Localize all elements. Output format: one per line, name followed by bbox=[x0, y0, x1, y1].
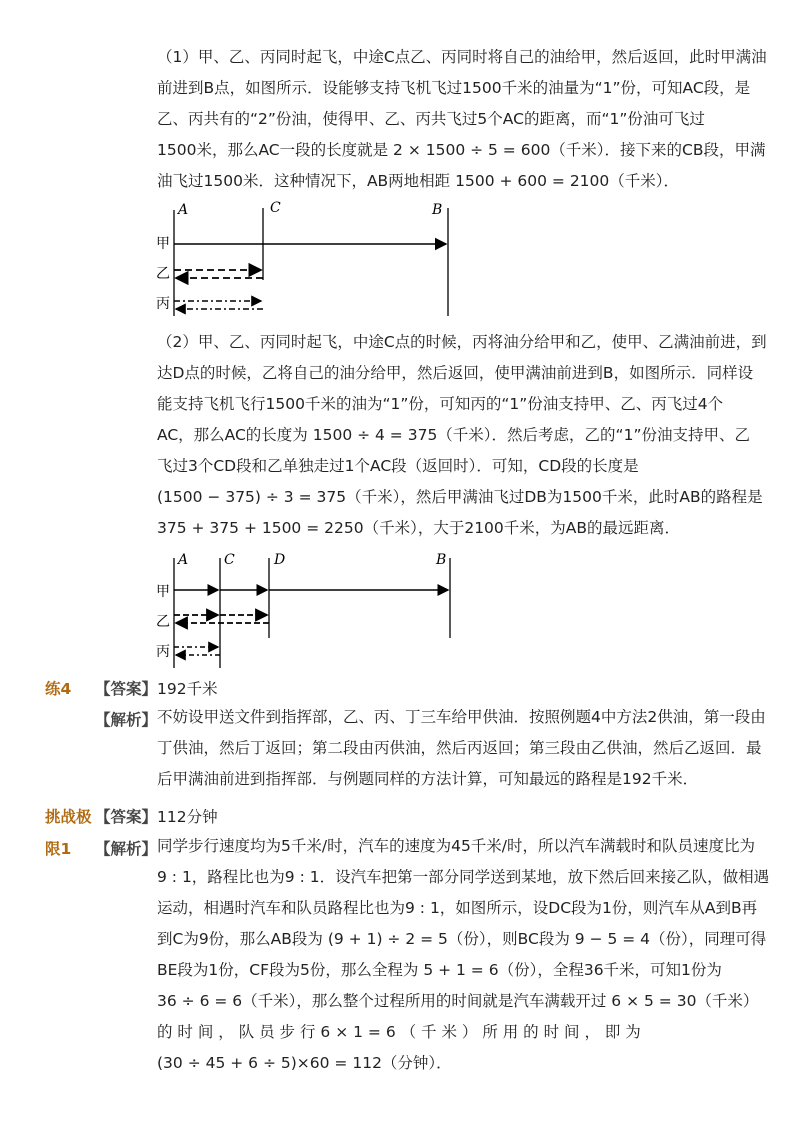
row-yi-label: 乙 bbox=[156, 266, 170, 282]
part2-line: AC，那么AC的长度为 1500 ÷ 4 = 375（千米）．然后考虑，乙的“1”份油支持甲、乙 bbox=[157, 426, 750, 444]
part2-line: （2）甲、乙、丙同时起飞，中途C点的时候，丙将油分给甲和乙，使甲、乙满油前进，到 bbox=[157, 333, 767, 351]
point-a-label: A bbox=[178, 552, 189, 568]
point-c-label: C bbox=[224, 552, 235, 568]
part2-line: 375 + 375 + 1500 = 2250（千米），大于2100千米，为AB的最远距离． bbox=[157, 519, 681, 537]
row-bing-label: 丙 bbox=[156, 296, 170, 312]
diagram-2 bbox=[150, 548, 470, 670]
part1-line: 油飞过1500米．这种情况下，AB两地相距 1500 + 600 = 2100（千米）． bbox=[157, 172, 680, 190]
analysis-line: 的 时 间 ， 队 员 步 行 6 × 1 = 6 （ 千 米 ） 所 用 的 时 间 ， 即 为 bbox=[157, 1023, 641, 1041]
part2-line: 飞过3个CD段和乙单独走过1个AC段（返回时）．可知，CD段的长度是 bbox=[157, 457, 639, 475]
challenge-label-line1: 挑战极 bbox=[45, 808, 92, 826]
point-d-label: D bbox=[274, 552, 286, 568]
analysis-line: 到C为9份，那么AB段为 (9 + 1) ÷ 2 = 5（份），则BC段为 9 − 5 = 4（份），同理可得 bbox=[157, 930, 767, 948]
diagram-1 bbox=[150, 198, 470, 323]
challenge-analysis bbox=[157, 831, 770, 1079]
challenge-answer: 112分钟 bbox=[157, 808, 218, 826]
analysis-line: 后甲满油前进到指挥部．与例题同样的方法计算，可知最远的路程是192千米． bbox=[157, 770, 699, 788]
challenge-analysis-tag: 【解析】 bbox=[95, 840, 158, 858]
challenge-label-line2: 限1 bbox=[45, 840, 72, 858]
part2-line: 达D点的时候，乙将自己的油分给甲，然后返回，使甲满油前进到B，如图所示．同样设 bbox=[157, 364, 754, 382]
point-b-label: B bbox=[432, 202, 443, 218]
part2-line: 能支持飞机飞行1500千米的油为“1”份，可知丙的“1”份油支持甲、乙、丙飞过4个 bbox=[157, 395, 724, 413]
part1-line: 前进到B点，如图所示．设能够支持飞机飞过1500千米的油量为“1”份，可知AC段，是 bbox=[157, 79, 751, 97]
part2-paragraph bbox=[157, 327, 767, 544]
part1-paragraph bbox=[157, 42, 767, 197]
row-yi-label: 乙 bbox=[156, 614, 170, 630]
part2-line: (1500 − 375) ÷ 3 = 375（千米），然后甲满油飞过DB为1500千米，此时AB的路程是 bbox=[157, 488, 763, 506]
part1-line: 1500米，那么AC一段的长度就是 2 × 1500 ÷ 5 = 600（千米）．接下来的CB段，甲满 bbox=[157, 141, 766, 159]
row-jia-label: 甲 bbox=[156, 236, 170, 252]
practice-4-analysis-tag: 【解析】 bbox=[95, 711, 158, 729]
challenge-answer-tag: 【答案】 bbox=[95, 808, 158, 826]
analysis-line: 运动，相遇时汽车和队员路程比也为9 : 1，如图所示，设DC段为1份，则汽车从A到B再 bbox=[157, 899, 758, 917]
point-b-label: B bbox=[436, 552, 447, 568]
analysis-line: BE段为1份，CF段为5份，那么全程为 5 + 1 = 6（份），全程36千米，可知1份为 bbox=[157, 961, 722, 979]
analysis-line: 丁供油，然后丁返回；第二段由丙供油，然后丙返回；第三段由乙供油，然后乙返回．最 bbox=[157, 739, 762, 757]
analysis-line: 9 : 1，路程比也为9 : 1．设汽车把第一部分同学送到某地，放下然后回来接乙队，做相遇 bbox=[157, 868, 770, 886]
point-a-label: A bbox=[178, 202, 189, 218]
practice-4-label: 练4 bbox=[45, 680, 72, 698]
row-bing-label: 丙 bbox=[156, 644, 170, 660]
part1-line: （1）甲、乙、丙同时起飞，中途C点乙、丙同时将自己的油给甲，然后返回，此时甲满油 bbox=[157, 48, 767, 66]
analysis-line: 36 ÷ 6 = 6（千米），那么整个过程所用的时间就是汽车满载开过 6 × 5 = 30（千米） bbox=[157, 992, 759, 1010]
practice-4-answer: 192千米 bbox=[157, 680, 218, 698]
row-jia-label: 甲 bbox=[156, 584, 170, 600]
practice-4-analysis bbox=[157, 702, 766, 795]
part1-line: 乙、丙共有的“2”份油，使得甲、乙、丙共飞过5个AC的距离，而“1”份油可飞过 bbox=[157, 110, 705, 128]
analysis-line: 同学步行速度均为5千米/时，汽车的速度为45千米/时，所以汽车满载时和队员速度比为 bbox=[157, 837, 756, 855]
analysis-line: 不妨设甲送文件到指挥部，乙、丙、丁三车给甲供油．按照例题4中方法2供油，第一段由 bbox=[157, 708, 766, 726]
analysis-line: (30 ÷ 45 + 6 ÷ 5)×60 = 112（分钟）． bbox=[157, 1054, 452, 1072]
practice-4-answer-tag: 【答案】 bbox=[95, 680, 158, 698]
point-c-label: C bbox=[270, 200, 281, 216]
